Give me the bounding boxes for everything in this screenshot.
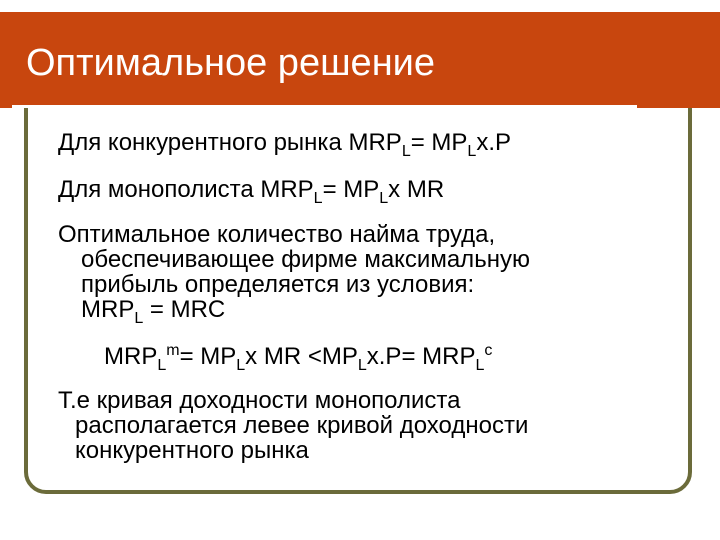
title-bar: [0, 12, 720, 108]
text: MRP: [104, 343, 158, 370]
subscript: L: [134, 310, 144, 327]
conclusion-line-2: располагается левее кривой доходности: [75, 412, 529, 439]
superscript: m: [166, 342, 180, 359]
subscript: L: [379, 190, 389, 207]
conclusion-line-1: Т.е кривая доходности монополиста: [58, 387, 461, 414]
title-underline: [12, 105, 637, 108]
text: x MR: [388, 176, 445, 203]
text: Для конкурентного рынка MRP: [58, 129, 402, 156]
conclusion-line-3: конкурентного рынка: [75, 437, 309, 464]
text: = MP: [179, 343, 237, 370]
text: Для монополиста MRP: [58, 176, 314, 203]
subscript: L: [467, 143, 477, 160]
subscript: L: [401, 143, 411, 160]
optimal-hiring-line-2: обеспечивающее фирме максимальную: [81, 246, 530, 273]
subscript: L: [313, 190, 323, 207]
competitive-market-line: [58, 129, 511, 160]
text: = MRC: [143, 296, 226, 323]
optimal-hiring-line-3: прибыль определяется из условия:: [81, 271, 475, 298]
text: x.P: [476, 129, 511, 156]
superscript: c: [484, 342, 493, 359]
comparison-formula: [104, 342, 493, 374]
text: x MR <MP: [245, 343, 358, 370]
subscript: L: [236, 357, 246, 374]
optimal-hiring-line-1: Оптимальное количество найма труда,: [58, 221, 496, 248]
optimal-hiring-condition: [81, 296, 226, 327]
subscript: L: [475, 357, 485, 374]
text: = MP: [322, 176, 380, 203]
slide-title: Оптимальное решение: [26, 42, 436, 84]
subscript: L: [357, 357, 367, 374]
text: MRP: [81, 296, 135, 323]
subscript: L: [157, 357, 167, 374]
text: = MP: [410, 129, 468, 156]
monopolist-line: [58, 176, 445, 207]
text: x.P= MRP: [366, 343, 476, 370]
